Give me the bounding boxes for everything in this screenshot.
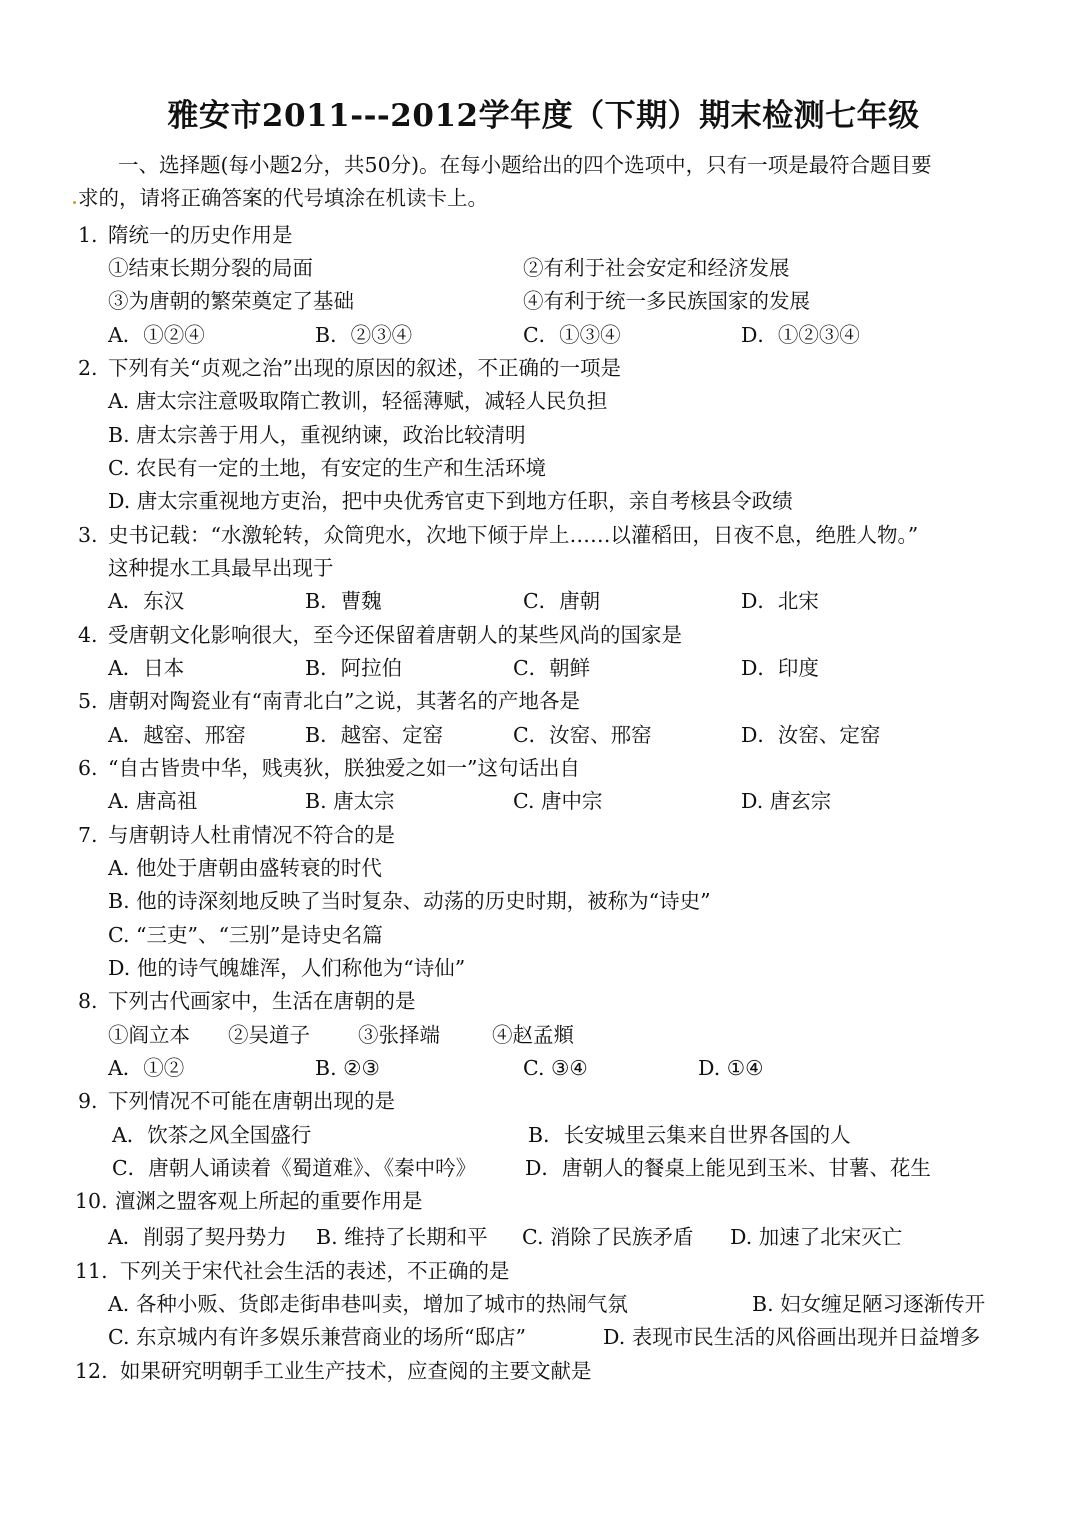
q2-option-a: A. 唐太宗注意吸取隋亡教训，轻徭薄赋，减轻人民负担 bbox=[108, 389, 608, 413]
q9-option-b: B．长安城里云集来自世界各国的人 bbox=[528, 1123, 851, 1147]
q7-option-a: A. 他处于唐朝由盛转衰的时代 bbox=[108, 856, 382, 880]
question-text-12: 如果研究明朝手工业生产技术，应查阅的主要文献是 bbox=[120, 1359, 592, 1383]
question-number-6: 6. bbox=[78, 756, 98, 780]
q8-option-c: C. ③④ bbox=[523, 1056, 588, 1080]
question-number-2: 2. bbox=[78, 356, 98, 380]
q9-option-c: C．唐朝人诵读着《蜀道难》、《秦中吟》 bbox=[112, 1156, 477, 1180]
q8-option-a: A．①② bbox=[108, 1056, 185, 1080]
question-number-3: 3. bbox=[78, 523, 98, 547]
question-text-3: 史书记载：“水激轮转，众筒兜水，次地下倾于岸上……以灌稻田，日夜不息，绝胜人物。” bbox=[108, 523, 919, 547]
question-number-4: 4. bbox=[78, 623, 98, 647]
q3-option-c: C．唐朝 bbox=[523, 589, 601, 613]
q11-option-b: B. 妇女缠足陋习逐渐传开 bbox=[752, 1292, 986, 1316]
question-number-5: 5. bbox=[78, 689, 98, 713]
q1-option-a: A．①②④ bbox=[108, 323, 205, 347]
question-text-9: 下列情况不可能在唐朝出现的是 bbox=[108, 1089, 395, 1113]
q5-option-a: A．越窑、邢窑 bbox=[108, 723, 246, 747]
question-number-8: 8. bbox=[78, 989, 98, 1013]
q4-option-d: D．印度 bbox=[741, 656, 819, 680]
question-number-11: 11. bbox=[75, 1259, 108, 1283]
q10-option-a: A．削弱了契丹势力 bbox=[108, 1225, 287, 1249]
q5-option-c: C．汝窑、邢窑 bbox=[513, 723, 652, 747]
q2-option-c: C. 农民有一定的土地，有安定的生产和生活环境 bbox=[108, 456, 546, 480]
q1-option-d: D．①②③④ bbox=[741, 323, 860, 347]
q11-option-a: A. 各种小贩、货郎走街串巷叫卖，增加了城市的热闹气氛 bbox=[108, 1292, 628, 1316]
q10-option-b: B. 维持了长期和平 bbox=[316, 1225, 488, 1249]
q5-option-b: B．越窑、定窑 bbox=[305, 723, 444, 747]
question-text-6: “自古皆贵中华，贱夷狄，朕独爱之如一”这句话出自 bbox=[108, 756, 580, 780]
q7-option-b: B. 他的诗深刻地反映了当时复杂、动荡的历史时期，被称为“诗史” bbox=[108, 889, 711, 913]
q2-option-b: B. 唐太宗善于用人，重视纳谏，政治比较清明 bbox=[108, 423, 526, 447]
q7-option-d: D. 他的诗气魄雄浑，人们称他为“诗仙” bbox=[108, 956, 466, 980]
question-number-1: 1. bbox=[78, 223, 98, 247]
q5-option-d: D．汝窑、定窑 bbox=[741, 723, 881, 747]
question-text-1: 隋统一的历史作用是 bbox=[108, 223, 293, 247]
question-text-2: 下列有关“贞观之治”出现的原因的叙述，不正确的一项是 bbox=[108, 356, 621, 380]
q6-option-c: C. 唐中宗 bbox=[513, 789, 603, 813]
question-number-12: 12. bbox=[75, 1359, 108, 1383]
q6-option-b: B. 唐太宗 bbox=[305, 789, 395, 813]
question-text-7: 与唐朝诗人杜甫情况不符合的是 bbox=[108, 823, 395, 847]
q4-option-b: B．阿拉伯 bbox=[305, 656, 403, 680]
q6-option-a: A. 唐高祖 bbox=[108, 789, 198, 813]
question-text-8: 下列古代画家中，生活在唐朝的是 bbox=[108, 989, 416, 1013]
q8-statement-1: ①阎立本 bbox=[108, 1023, 190, 1047]
question-text-4: 受唐朝文化影响很大，至今还保留着唐朝人的某些风尚的国家是 bbox=[108, 623, 682, 647]
q9-option-a: A．饮茶之风全国盛行 bbox=[112, 1123, 312, 1147]
q9-option-d: D．唐朝人的餐桌上能见到玉米、甘薯、花生 bbox=[525, 1156, 931, 1180]
exam-title: 雅安市2011---2012学年度（下期）期末检测七年级 bbox=[167, 98, 920, 134]
q3-option-d: D．北宋 bbox=[741, 589, 819, 613]
q3-option-a: A．东汉 bbox=[108, 589, 185, 613]
q10-option-c: C. 消除了民族矛盾 bbox=[522, 1225, 694, 1249]
q1-statement-4: ④有利于统一多民族国家的发展 bbox=[523, 289, 810, 313]
q7-option-c: C. “三吏”、“三别”是诗史名篇 bbox=[108, 923, 383, 947]
instructions-line-1: 一、选择题(每小题2分，共50分)。在每小题给出的四个选项中，只有一项是最符合题目要 bbox=[118, 153, 932, 177]
q11-option-d: D. 表现市民生活的风俗画出现并日益增多 bbox=[603, 1325, 981, 1349]
q11-option-c: C. 东京城内有许多娱乐兼营商业的场所“邸店” bbox=[108, 1325, 526, 1349]
q8-option-b: B. ②③ bbox=[315, 1056, 380, 1080]
q8-option-d: D. ①④ bbox=[698, 1056, 764, 1080]
q1-statement-3: ③为唐朝的繁荣奠定了基础 bbox=[108, 289, 354, 313]
q6-option-d: D. 唐玄宗 bbox=[741, 789, 832, 813]
stray-mark bbox=[73, 201, 76, 204]
question-text-3-cont: 这种提水工具最早出现于 bbox=[108, 556, 334, 580]
q8-statement-4: ④赵孟頫 bbox=[492, 1023, 574, 1047]
q4-option-c: C．朝鲜 bbox=[513, 656, 591, 680]
q1-option-c: C．①③④ bbox=[523, 323, 621, 347]
question-number-7: 7. bbox=[78, 823, 98, 847]
question-number-10: 10. bbox=[75, 1189, 108, 1213]
q2-option-d: D. 唐太宗重视地方吏治，把中央优秀官吏下到地方任职，亲自考核县令政绩 bbox=[108, 489, 793, 513]
q8-statement-2: ②吴道子 bbox=[228, 1023, 310, 1047]
question-text-11: 下列关于宋代社会生活的表述，不正确的是 bbox=[120, 1259, 510, 1283]
question-number-9: 9. bbox=[78, 1089, 98, 1113]
q10-option-d: D. 加速了北宋灭亡 bbox=[730, 1225, 903, 1249]
question-text-5: 唐朝对陶瓷业有“南青北白”之说，其著名的产地各是 bbox=[108, 689, 580, 713]
q1-option-b: B．②③④ bbox=[315, 323, 413, 347]
q4-option-a: A．日本 bbox=[108, 656, 185, 680]
q3-option-b: B．曹魏 bbox=[305, 589, 382, 613]
question-text-10: 澶渊之盟客观上所起的重要作用是 bbox=[115, 1189, 423, 1213]
q1-statement-1: ①结束长期分裂的局面 bbox=[108, 256, 313, 280]
q8-statement-3: ③张择端 bbox=[358, 1023, 440, 1047]
q1-statement-2: ②有利于社会安定和经济发展 bbox=[523, 256, 790, 280]
instructions-line-2: 求的，请将正确答案的代号填涂在机读卡上。 bbox=[78, 186, 488, 210]
